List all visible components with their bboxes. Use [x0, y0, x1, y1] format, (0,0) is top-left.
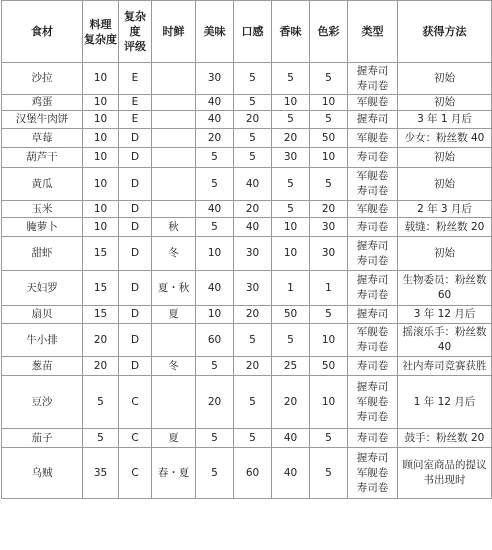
- header-obtain-method: 获得方法: [398, 1, 492, 63]
- cell-aroma: 20: [272, 376, 310, 429]
- cell-obtain-method: 少女：粉丝数 40: [398, 129, 492, 148]
- cell-obtain-method: 生物委员：粉丝数 60: [398, 271, 492, 306]
- cell-obtain-method: 顾问室商品的提议 书出现时: [398, 448, 492, 499]
- cell-complexity-rating: D: [119, 324, 152, 357]
- cell-ingredient: 茄子: [2, 429, 83, 448]
- cell-aroma: 25: [272, 357, 310, 376]
- cell-taste: 40: [196, 201, 234, 218]
- cell-obtain-method: 1 年 12 月后: [398, 376, 492, 429]
- cell-cooking-complexity: 10: [83, 201, 119, 218]
- cell-type: 握寿司 军舰卷 寿司卷: [348, 448, 398, 499]
- cell-cooking-complexity: 10: [83, 111, 119, 129]
- cell-color: 5: [310, 168, 348, 201]
- cell-cooking-complexity: 5: [83, 376, 119, 429]
- cell-complexity-rating: E: [119, 95, 152, 111]
- cell-texture: 5: [234, 429, 272, 448]
- cell-color: 20: [310, 201, 348, 218]
- cell-complexity-rating: D: [119, 129, 152, 148]
- cell-obtain-method: 初始: [398, 95, 492, 111]
- table-row: [2, 271, 492, 306]
- cell-cooking-complexity: 5: [83, 429, 119, 448]
- cell-ingredient: 腌萝卜: [2, 218, 83, 237]
- cell-cooking-complexity: 35: [83, 448, 119, 499]
- cell-texture: 20: [234, 357, 272, 376]
- cell-obtain-method: 载缝：粉丝数 20: [398, 218, 492, 237]
- table-row: [2, 324, 492, 357]
- cell-cooking-complexity: 10: [83, 148, 119, 168]
- cell-taste: 5: [196, 448, 234, 499]
- table-row: [2, 357, 492, 376]
- cell-taste: 10: [196, 237, 234, 271]
- header-row: [2, 1, 492, 63]
- cell-texture: 5: [234, 376, 272, 429]
- cell-season: [152, 376, 196, 429]
- cell-texture: 20: [234, 306, 272, 324]
- cell-texture: 20: [234, 201, 272, 218]
- cell-texture: 5: [234, 148, 272, 168]
- cell-obtain-method: 社内寿司竞赛获胜: [398, 357, 492, 376]
- cell-taste: 5: [196, 429, 234, 448]
- header-texture: 口感: [234, 1, 272, 63]
- cell-color: 10: [310, 148, 348, 168]
- cell-type: 军舰卷 寿司卷: [348, 168, 398, 201]
- cell-aroma: 5: [272, 168, 310, 201]
- cell-complexity-rating: D: [119, 306, 152, 324]
- cell-aroma: 40: [272, 429, 310, 448]
- cell-type: 握寿司: [348, 111, 398, 129]
- table-row: [2, 376, 492, 429]
- cell-taste: 5: [196, 148, 234, 168]
- cell-taste: 20: [196, 129, 234, 148]
- cell-taste: 30: [196, 63, 234, 95]
- cell-season: [152, 63, 196, 95]
- cell-complexity-rating: D: [119, 218, 152, 237]
- cell-ingredient: 扇贝: [2, 306, 83, 324]
- cell-cooking-complexity: 15: [83, 306, 119, 324]
- cell-color: 5: [310, 63, 348, 95]
- table-body: [2, 63, 492, 499]
- cell-taste: 40: [196, 271, 234, 306]
- cell-season: [152, 111, 196, 129]
- cell-complexity-rating: D: [119, 148, 152, 168]
- cell-aroma: 5: [272, 201, 310, 218]
- header-season: 时鲜: [152, 1, 196, 63]
- table-row: [2, 111, 492, 129]
- cell-season: 夏・秋: [152, 271, 196, 306]
- cell-type: 寿司卷: [348, 357, 398, 376]
- cell-obtain-method: 初始: [398, 148, 492, 168]
- cell-texture: 20: [234, 111, 272, 129]
- cell-aroma: 5: [272, 63, 310, 95]
- table-row: [2, 129, 492, 148]
- cell-texture: 5: [234, 95, 272, 111]
- cell-ingredient: 甜虾: [2, 237, 83, 271]
- header-type: 类型: [348, 1, 398, 63]
- header-cooking-complexity: [83, 1, 119, 63]
- cell-ingredient: 黄瓜: [2, 168, 83, 201]
- cell-cooking-complexity: 10: [83, 168, 119, 201]
- table-row: [2, 201, 492, 218]
- header-complexity-rating: [119, 1, 152, 63]
- cell-aroma: 1: [272, 271, 310, 306]
- cell-type: 握寿司 寿司卷: [348, 271, 398, 306]
- cell-season: [152, 95, 196, 111]
- cell-taste: 20: [196, 376, 234, 429]
- table-row: [2, 237, 492, 271]
- cell-season: 冬: [152, 357, 196, 376]
- cell-taste: 5: [196, 168, 234, 201]
- cell-season: [152, 168, 196, 201]
- cell-season: [152, 201, 196, 218]
- header-cooking-complexity-text: 料理 复杂度: [84, 17, 117, 46]
- cell-taste: 60: [196, 324, 234, 357]
- cell-obtain-method: 初始: [398, 237, 492, 271]
- cell-complexity-rating: D: [119, 201, 152, 218]
- cell-color: 1: [310, 271, 348, 306]
- cell-cooking-complexity: 20: [83, 324, 119, 357]
- cell-complexity-rating: C: [119, 429, 152, 448]
- cell-complexity-rating: D: [119, 271, 152, 306]
- cell-aroma: 20: [272, 129, 310, 148]
- cell-obtain-method: 初始: [398, 63, 492, 95]
- cell-ingredient: 玉米: [2, 201, 83, 218]
- cell-season: 夏: [152, 429, 196, 448]
- cell-aroma: 50: [272, 306, 310, 324]
- cell-cooking-complexity: 10: [83, 95, 119, 111]
- cell-ingredient: 葫芦干: [2, 148, 83, 168]
- cell-season: 春・夏: [152, 448, 196, 499]
- cell-color: 5: [310, 306, 348, 324]
- cell-season: 冬: [152, 237, 196, 271]
- cell-taste: 40: [196, 111, 234, 129]
- cell-obtain-method: 2 年 3 月后: [398, 201, 492, 218]
- cell-cooking-complexity: 15: [83, 237, 119, 271]
- cell-type: 军舰卷: [348, 95, 398, 111]
- header-ingredient: 食材: [2, 1, 83, 63]
- cell-complexity-rating: C: [119, 448, 152, 499]
- table-row: [2, 148, 492, 168]
- cell-season: [152, 129, 196, 148]
- cell-type: 握寿司 寿司卷: [348, 63, 398, 95]
- cell-complexity-rating: C: [119, 376, 152, 429]
- cell-complexity-rating: D: [119, 357, 152, 376]
- cell-ingredient: 乌贼: [2, 448, 83, 499]
- cell-texture: 5: [234, 129, 272, 148]
- table-row: [2, 218, 492, 237]
- header-complexity-rating-text: 复杂 度 评级: [124, 10, 146, 53]
- cell-color: 50: [310, 357, 348, 376]
- cell-texture: 5: [234, 324, 272, 357]
- cell-cooking-complexity: 10: [83, 129, 119, 148]
- cell-texture: 30: [234, 271, 272, 306]
- header-color: 色彩: [310, 1, 348, 63]
- cell-color: 30: [310, 218, 348, 237]
- cell-type: 寿司卷: [348, 218, 398, 237]
- cell-complexity-rating: D: [119, 168, 152, 201]
- cell-texture: 60: [234, 448, 272, 499]
- cell-aroma: 10: [272, 95, 310, 111]
- table-row: [2, 306, 492, 324]
- cell-complexity-rating: E: [119, 63, 152, 95]
- cell-color: 5: [310, 111, 348, 129]
- cell-obtain-method: 初始: [398, 168, 492, 201]
- cell-type: 军舰卷 寿司卷: [348, 324, 398, 357]
- cell-ingredient: 牛小排: [2, 324, 83, 357]
- cell-type: 军舰卷: [348, 129, 398, 148]
- cell-texture: 40: [234, 168, 272, 201]
- cell-type: 握寿司 寿司卷: [348, 237, 398, 271]
- cell-taste: 5: [196, 218, 234, 237]
- cell-type: 握寿司 军舰卷 寿司卷: [348, 376, 398, 429]
- cell-season: 秋: [152, 218, 196, 237]
- cell-color: 5: [310, 429, 348, 448]
- cell-ingredient: 汉堡牛肉饼: [2, 111, 83, 129]
- table-row: [2, 95, 492, 111]
- cell-ingredient: 天妇罗: [2, 271, 83, 306]
- cell-color: 10: [310, 324, 348, 357]
- cell-obtain-method: 3 年 12 月后: [398, 306, 492, 324]
- cell-aroma: 10: [272, 237, 310, 271]
- cell-type: 握寿司: [348, 306, 398, 324]
- cell-obtain-method: 3 年 1 月后: [398, 111, 492, 129]
- cell-type: 军舰卷: [348, 201, 398, 218]
- cell-season: 夏: [152, 306, 196, 324]
- cell-texture: 30: [234, 237, 272, 271]
- cell-aroma: 40: [272, 448, 310, 499]
- table-row: [2, 168, 492, 201]
- cell-taste: 40: [196, 95, 234, 111]
- ingredient-table: [1, 0, 492, 499]
- cell-ingredient: 沙拉: [2, 63, 83, 95]
- cell-ingredient: 草莓: [2, 129, 83, 148]
- cell-type: 寿司卷: [348, 429, 398, 448]
- cell-color: 10: [310, 376, 348, 429]
- cell-aroma: 5: [272, 111, 310, 129]
- cell-aroma: 30: [272, 148, 310, 168]
- cell-cooking-complexity: 20: [83, 357, 119, 376]
- cell-ingredient: 豆沙: [2, 376, 83, 429]
- cell-cooking-complexity: 10: [83, 63, 119, 95]
- cell-aroma: 10: [272, 218, 310, 237]
- cell-obtain-method: 摇滚乐手：粉丝数 40: [398, 324, 492, 357]
- cell-taste: 10: [196, 306, 234, 324]
- cell-taste: 5: [196, 357, 234, 376]
- cell-complexity-rating: D: [119, 237, 152, 271]
- table-row: [2, 63, 492, 95]
- header-taste: 美味: [196, 1, 234, 63]
- cell-type: 寿司卷: [348, 148, 398, 168]
- cell-season: [152, 148, 196, 168]
- cell-ingredient: 葱苗: [2, 357, 83, 376]
- cell-color: 50: [310, 129, 348, 148]
- cell-ingredient: 鸡蛋: [2, 95, 83, 111]
- cell-texture: 5: [234, 63, 272, 95]
- table-row: [2, 429, 492, 448]
- cell-color: 5: [310, 448, 348, 499]
- cell-cooking-complexity: 15: [83, 271, 119, 306]
- cell-complexity-rating: E: [119, 111, 152, 129]
- cell-aroma: 5: [272, 324, 310, 357]
- table-row: [2, 448, 492, 499]
- cell-cooking-complexity: 10: [83, 218, 119, 237]
- header-aroma: 香味: [272, 1, 310, 63]
- cell-color: 30: [310, 237, 348, 271]
- cell-obtain-method: 鼓手：粉丝数 20: [398, 429, 492, 448]
- cell-texture: 40: [234, 218, 272, 237]
- cell-color: 10: [310, 95, 348, 111]
- cell-season: [152, 324, 196, 357]
